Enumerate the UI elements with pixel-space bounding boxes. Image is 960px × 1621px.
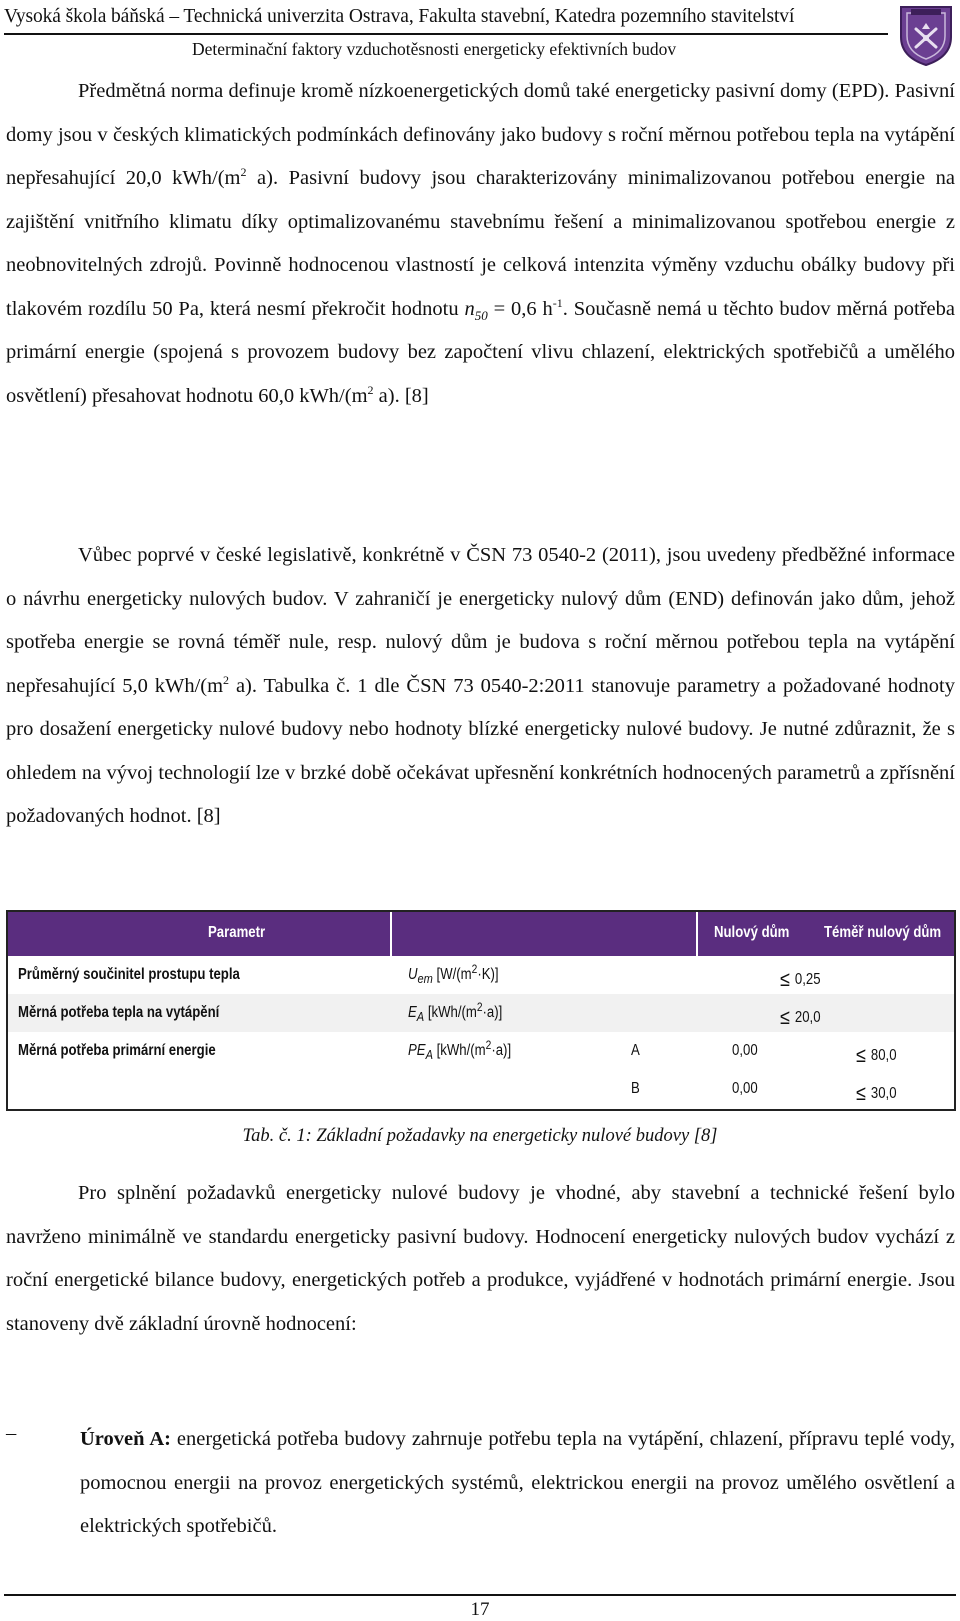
header-rule bbox=[4, 33, 888, 35]
footer-rule bbox=[4, 1594, 956, 1596]
table-header-row bbox=[8, 912, 954, 956]
paragraph-passive-houses: Předmětná norma definuje kromě nízkoenergetických domů také energeticky pasivní domy (EPD). Pasivní domy jsou v českých klimatických podmínkách definovány jako budovy s roční měrnou potřebou tepla na vytápění nepřesahující 20,0 kWh/($m^2$ a). Pasivní budovy jsou charakterizovány minimalizovanou potřebou energie na zajištění vnitřního klimatu díky optimalizovanému stavebnímu řešení a minimalizovanou spotřebou energie z neobnovitelných zdrojů. Povinně hodnocenou vlastností je celková intenzita výměny vzduchu obálky budovy při tlakovém rozdílu 50 Pa, která nesmí překročit hodnotu $n_{50} = 0,6$ $h^{-1}$. Současně nemá u těchto budov měrná potřeba primární energie (spojená s provozem budovy bez započtení vlivu chlazení, elektrických spotřebičů a umělého osvětlení) přesahovat hodnotu 60,0 kWh/($m^2$ a). [8] bbox=[6, 80, 955, 407]
requirements-table bbox=[6, 910, 956, 1111]
page-number: 17 bbox=[470, 1599, 490, 1620]
col-header-zero: Nulový dům bbox=[714, 924, 790, 941]
table-row: B 0,00 ≤ 30,0 bbox=[631, 1080, 897, 1105]
table-caption: Tab. č. 1: Základní požadavky na energeticky nulové budovy [8] bbox=[242, 1126, 718, 1146]
table-row: Měrná potřeba tepla na vytápění $E_A$ $[kWh/(m^2\cdot a)]$ ≤ 20,0 bbox=[8, 994, 954, 1032]
bullet-dash: – bbox=[6, 1422, 17, 1444]
col-header-parameter: Parametr bbox=[208, 924, 266, 941]
bullet-level-a: Úroveň A: energetická potřeba budovy zahrnuje potřebu tepla na vytápění, chlazení, přípravu teplé vody, pomocnou energii na provoz energetických systémů, elektrickou energii na provoz umělého osvětlení a elektrických spotřebičů. bbox=[80, 1428, 955, 1537]
paragraph-zero-energy-houses: Vůbec poprvé v české legislativě, konkrétně v ČSN 73 0540-2 (2011), jsou uvedeny předběžné informace o návrhu energeticky nulových budov. V zahraničí je energeticky nulový dům (END) definován jako dům, jehož spotřeba energie se rovná téměř nule, resp. nulový dům je budova s roční měrnou potřebou tepla na vytápění nepřesahující 5,0 kWh/($m^2$ a). Tabulka č. 1 dle ČSN 73 0540-2:2011 stanovuje parametry a požadované hodnoty pro dosažení energeticky nulové budovy nebo hodnoty blízké energeticky nulové budovy. Je nutné zdůraznit, že s ohledem na vývoj technologií lze v brzké době očekávat upřesnění konkrétních hodnocených parametrů a zpřísnění požadovaných hodnot. [8] bbox=[6, 544, 955, 827]
header-thesis-title: Determinační faktory vzduchotěsnosti energeticky efektivních budov bbox=[192, 39, 677, 59]
table-row: Průměrný součinitel prostupu tepla $U_{em}$ $[W/(m^2\cdot K)]$ ≤ 0,25 bbox=[18, 961, 821, 991]
page-header bbox=[4, 4, 888, 59]
col-header-near-zero: Téměř nulový dům bbox=[824, 924, 942, 941]
table-row: Měrná potřeba primární energie $PE_A$ $[kWh/(m^2\cdot a)]$ A 0,00 ≤ 80,0 bbox=[18, 1037, 897, 1067]
header-institution: Vysoká škola báňská – Technická univerzita Ostrava, Fakulta stavební, Katedra pozemního stavitelství bbox=[4, 6, 795, 27]
university-seal-icon bbox=[897, 3, 955, 67]
paragraph-requirements: Pro splnění požadavků energeticky nulové budovy je vhodné, aby stavební a technické řešení bylo navrženo minimálně ve standardu energeticky pasivní budovy. Hodnocení energeticky nulových budov vychází z roční energetické bilance budovy, energetických potřeb a produkce, vyjádřené v hodnotách primární energie. Jsou stanoveny dvě základní úrovně hodnocení: bbox=[6, 1182, 955, 1335]
